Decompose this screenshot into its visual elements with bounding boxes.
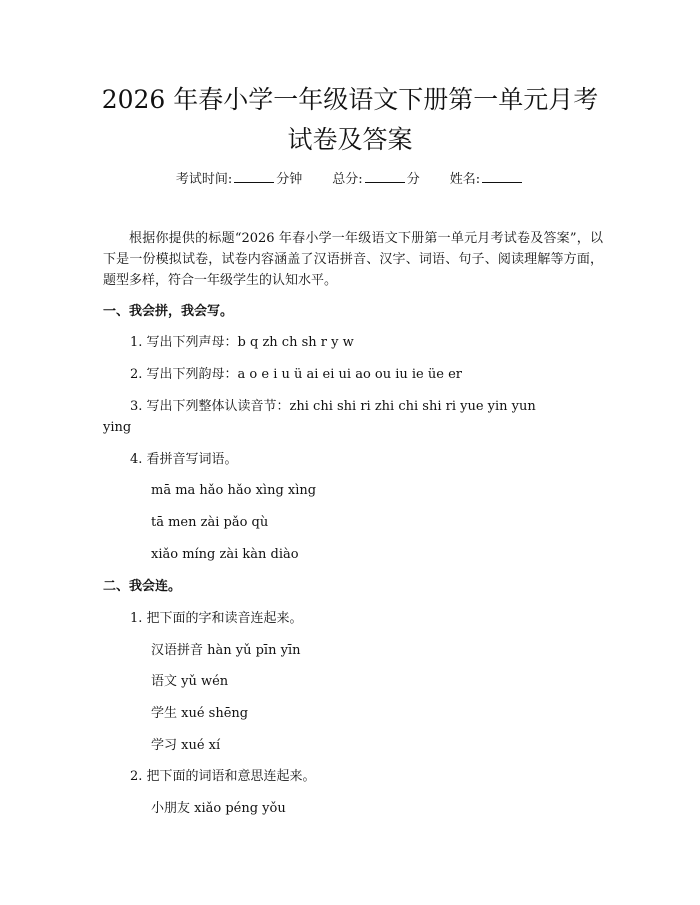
total-score-unit: 分 <box>406 172 420 187</box>
section-1-heading: 一、我会拼，我会写。 <box>103 304 234 319</box>
exam-time-field <box>176 168 302 189</box>
document-title <box>0 80 700 160</box>
question-1-3: 3. 写出下列整体认读音节：zhi chi shi ri zhi chi shi ri yue yin yun <box>130 399 536 414</box>
total-score-field <box>332 168 419 189</box>
pinyin-item: mā ma hǎo hǎo xìng xìng <box>151 483 317 498</box>
exam-meta-row <box>0 168 700 189</box>
match-item: 汉语拼音 hàn yǔ pīn yīn <box>151 643 301 658</box>
question-1-4: 4. 看拼音写词语。 <box>130 452 238 467</box>
match-item: 语文 yǔ wén <box>151 674 229 689</box>
match-item: 学生 xué shēng <box>151 706 249 721</box>
pinyin-item: xiǎo míng zài kàn diào <box>151 547 299 562</box>
student-name-label: 姓名: <box>449 172 481 187</box>
exam-time-blank <box>234 168 274 183</box>
question-2-2: 2. 把下面的词语和意思连起来。 <box>130 769 316 784</box>
student-name-field <box>450 168 524 189</box>
title-line-2: 试卷及答案 <box>287 125 413 154</box>
student-name-blank <box>482 168 522 183</box>
question-1-2: 2. 写出下列韵母：a o e i u ü ai ei ui ao ou iu ie üe er <box>130 367 462 382</box>
total-score-blank <box>365 168 405 183</box>
exam-time-unit: 分钟 <box>276 172 303 187</box>
question-1-1: 1. 写出下列声母：b q zh ch sh r y w <box>130 335 354 350</box>
match-item: 小朋友 xiǎo péng yǒu <box>151 801 286 816</box>
question-1-3-continuation: ying <box>103 420 132 435</box>
question-2-1: 1. 把下面的字和读音连起来。 <box>130 611 303 626</box>
exam-time-label: 考试时间: <box>175 172 233 187</box>
pinyin-item: tā men zài pǎo qù <box>151 515 269 530</box>
total-score-label: 总分: <box>332 172 363 187</box>
section-2-heading: 二、我会连。 <box>103 579 182 594</box>
match-item: 学习 xué xí <box>151 738 221 753</box>
title-line-1: 2026 年春小学一年级语文下册第一单元月考 <box>101 85 599 114</box>
intro-paragraph: 根据你提供的标题“2026 年春小学一年级语文下册第一单元月考试卷及答案”，以下是一份模拟试卷，试卷内容涵盖了汉语拼音、汉字、词语、句子、阅读理解等方面，题型多样，符合一年级学生的认知水平。 <box>103 231 603 288</box>
